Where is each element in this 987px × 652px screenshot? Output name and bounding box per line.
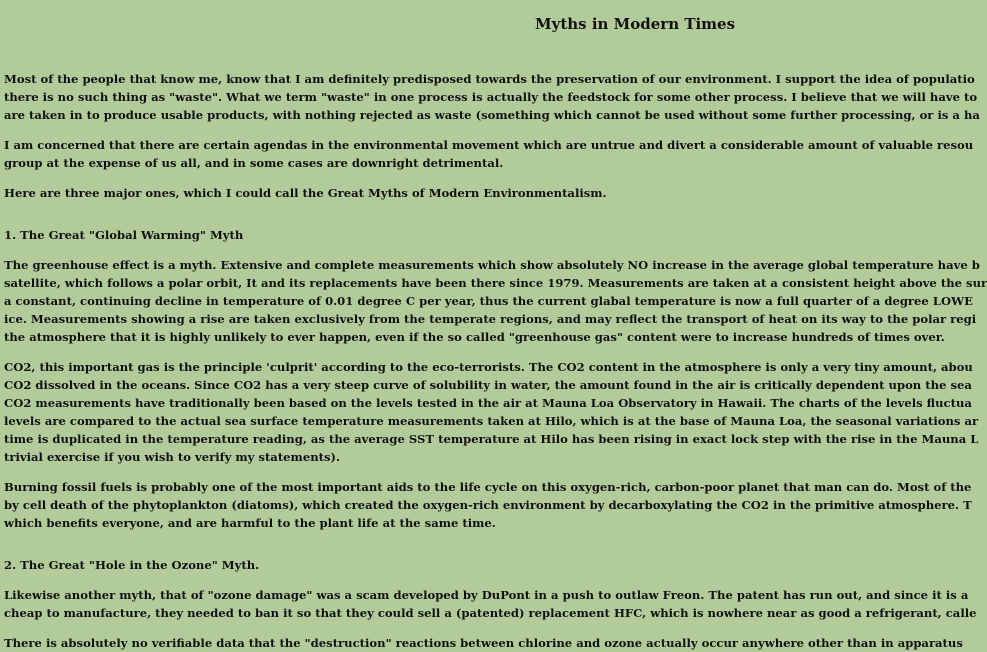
text-line: levels are compared to the actual sea surface temperature measurements taken at Hilo, which is at the base of Mauna Loa, the seasonal variations ar: [4, 414, 979, 428]
paragraph: [4, 70, 980, 124]
text-line: trivial exercise if you wish to verify my statements).: [4, 450, 341, 464]
text-line: there is no such thing as "waste". What we term "waste" in one process is actually the feedstock for some other process. I believe that we will have to: [4, 90, 978, 104]
text-line: which benefits everyone, and are harmful to the plant life at the same time.: [4, 516, 496, 530]
text-line: group at the expense of us all, and in some cases are downright detrimental.: [4, 156, 504, 170]
paragraph: [4, 586, 977, 622]
paragraph: [4, 136, 974, 172]
text-line: CO2 measurements have traditionally been based on the levels tested in the air at Mauna Loa Observatory in Hawaii. The charts of the levels fluctua: [4, 396, 972, 410]
text-line: Here are three major ones, which I could call the Great Myths of Modern Environmentalism.: [4, 186, 607, 200]
section-heading: 2. The Great "Hole in the Ozone" Myth.: [4, 558, 260, 572]
paragraph: [4, 634, 963, 652]
text-line: are taken in to produce usable products, with nothing rejected as waste (something which cannot be used without some further processing, or is a ha: [4, 108, 980, 122]
text-line: CO2, this important gas is the principle 'culprit' according to the eco-terrorists. The CO2 content in the atmosphere is only a very tiny amount, abou: [4, 360, 973, 374]
text-line: a constant, continuing decline in temperature of 0.01 degree C per year, thus the current glabal temperature is now a full quarter of a degree LOWE: [4, 294, 973, 308]
page-title: Myths in Modern Times: [535, 15, 736, 33]
text-line: Burning fossil fuels is probably one of the most important aids to the life cycle on this oxygen-rich, carbon-poor planet that man can do. Most of the: [4, 480, 972, 494]
text-line: The greenhouse effect is a myth. Extensive and complete measurements which show absolutely NO increase in the average global temperature have b: [4, 258, 980, 272]
article-body: [4, 70, 987, 652]
text-line: Most of the people that know me, know that I am definitely predisposed towards the preservation of our environment. I support the idea of populatio: [4, 72, 975, 86]
text-line: by cell death of the phytoplankton (diatoms), which created the oxygen-rich environment by decarboxylating the CO2 in the primitive atmosphere. T: [4, 498, 972, 512]
text-line: ice. Measurements showing a rise are taken exclusively from the temperate regions, and may reflect the transport of heat on its way to the polar regi: [4, 312, 977, 326]
text-line: the atmosphere that it is highly unlikely to ever happen, even if the so called "greenhouse gas" content were to increase hundreds of times over.: [4, 330, 945, 344]
paragraph: [4, 256, 987, 346]
text-line: cheap to manufacture, they needed to ban it so that they could sell a (patented) replacement HFC, which is nowhere near as good a refrigerant, calle: [4, 606, 977, 620]
paragraph: [4, 184, 800, 202]
text-line: Likewise another myth, that of "ozone damage" was a scam developed by DuPont in a push to outlaw Freon. The patent has run out, and since it is a: [4, 588, 969, 602]
paragraph: [4, 478, 972, 532]
text-line: satellite, which follows a polar orbit, It and its replacements have been there since 1979. Measurements are taken at a consistent height above the sur: [4, 276, 987, 290]
text-line: CO2 dissolved in the oceans. Since CO2 has a very steep curve of solubility in water, the amount found in the air is critically dependent upon the sea: [4, 378, 972, 392]
paragraph: [4, 358, 979, 466]
text-line: I am concerned that there are certain agendas in the environmental movement which are untrue and divert a considerable amount of valuable resou: [4, 138, 974, 152]
text-line: There is absolutely no verifiable data that the "destruction" reactions between chlorine and ozone actually occur anywhere other than in apparatus: [4, 636, 963, 650]
text-line: time is duplicated in the temperature reading, as the average SST temperature at Hilo has been rising in exact lock step with the rise in the Mauna L: [4, 432, 979, 446]
section-heading: 1. The Great "Global Warming" Myth: [4, 228, 244, 242]
